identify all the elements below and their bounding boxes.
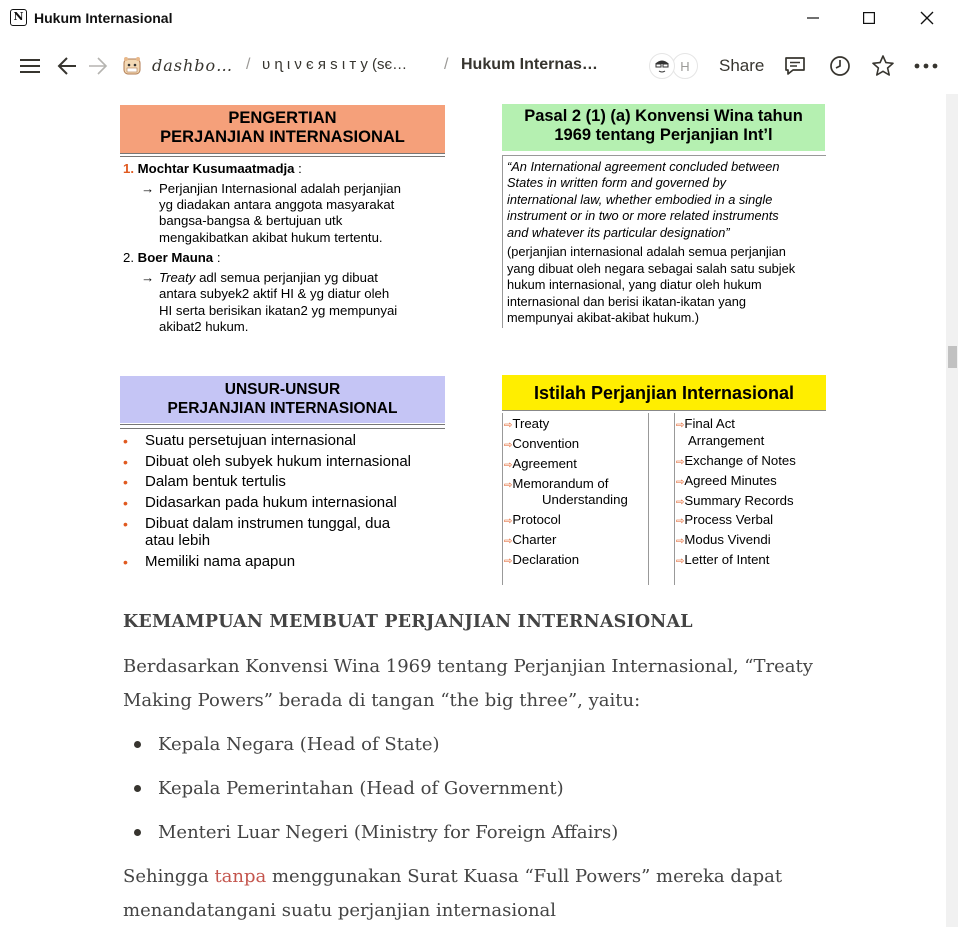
hamster-icon <box>121 55 143 77</box>
updates-button[interactable] <box>828 54 852 78</box>
slide-text: HI serta berisikan ikatan2 yg mempunyai <box>159 303 398 318</box>
slide-text: Dalam bentuk tertulis <box>145 473 286 490</box>
highlighted-text: tanpa <box>214 866 267 887</box>
breadcrumb-current-page[interactable]: Hukum Internas… <box>461 56 598 73</box>
slide-text: (perjanjian internasional adalah semua perjanjian <box>507 244 786 259</box>
slide-title: Istilah Perjanjian Internasional <box>502 375 826 411</box>
list-item: ⇨Memorandum of <box>504 476 609 491</box>
divider <box>674 413 675 585</box>
slide-text: internasional dan berisi ikatan-ikatan yang <box>507 294 747 309</box>
list-item: 1. Mochtar Kusumaatmadja : <box>123 161 302 176</box>
arrow-icon: → <box>141 270 155 285</box>
list-item: 2. Boer Mauna : <box>123 250 221 265</box>
list-item: Arrangement <box>688 433 765 448</box>
slide-text: akibat2 hukum. <box>159 319 249 334</box>
bullet-icon <box>134 829 141 836</box>
slide-text: atau lebih <box>145 532 211 549</box>
forward-button[interactable] <box>86 54 110 78</box>
more-horizontal-icon <box>914 63 938 69</box>
scrollbar-thumb[interactable] <box>948 346 957 368</box>
divider <box>502 413 503 585</box>
slide-text: bangsa-bangsa & bertujuan utk <box>159 213 343 228</box>
title-bar <box>0 0 958 36</box>
paragraph[interactable]: Sehingga tanpa menggunakan Surat Kuasa “Full Powers” mereka dapat menandatangani suatu perjanjian internasional <box>123 866 783 921</box>
scrollbar-track[interactable] <box>946 94 958 927</box>
list-item: ⇨Declaration <box>504 552 580 567</box>
slide-text: mengakibatkan akibat hukum tertentu. <box>159 230 383 245</box>
divider <box>648 413 649 585</box>
slide-quote: “An International agreement concluded between <box>507 159 780 174</box>
slide-quote: States in written form and governed by <box>507 175 727 190</box>
favorite-button[interactable] <box>871 54 895 78</box>
slide-text: mempunyai akibat-akibat hukum.) <box>507 310 700 325</box>
list-item: Understanding <box>542 492 628 507</box>
divider <box>120 156 445 157</box>
list-item: ⇨Agreement <box>504 456 577 471</box>
list-item: ⇨Convention <box>504 436 580 451</box>
clock-icon <box>829 55 851 77</box>
window-title: Hukum Internasional <box>34 10 173 26</box>
avatar-face-icon <box>652 56 672 76</box>
breadcrumb-separator: / <box>246 56 251 73</box>
slide-text: Treaty adl semua perjanjian yg dibuat <box>159 270 378 285</box>
slide-text: Dibuat oleh subyek hukum internasional <box>145 453 411 470</box>
bullet-icon: • <box>123 474 128 490</box>
list-item: ⇨Final Act <box>676 416 735 431</box>
sidebar-toggle-button[interactable] <box>18 54 42 78</box>
slide-text: Perjanjian Internasional adalah perjanjian <box>159 181 401 196</box>
arrow-right-icon <box>88 57 108 75</box>
star-icon <box>871 54 895 78</box>
section-heading[interactable]: KEMAMPUAN MEMBUAT PERJANJIAN INTERNASIONAL <box>123 612 693 632</box>
divider <box>120 428 445 429</box>
paragraph[interactable]: Berdasarkan Konvensi Wina 1969 tentang Perjanjian Internasional, “Treaty Making Powers” berada di tangan “the big three”, yaitu: <box>123 656 813 711</box>
maximize-button[interactable] <box>854 6 884 30</box>
list-item: ⇨Process Verbal <box>676 512 774 527</box>
list-item: ⇨Summary Records <box>676 493 794 508</box>
breadcrumb-separator: / <box>444 56 449 73</box>
slide-quote: and whatever its particular designation” <box>507 225 730 240</box>
slide-text: yang dibuat oleh negara sebagai salah satu subjek <box>507 261 796 276</box>
slide-quote: instrument or in two or more related instruments <box>507 208 779 223</box>
slide-text: hukum internasional, yang diatur oleh hukum <box>507 277 762 292</box>
close-button[interactable] <box>912 6 942 30</box>
list-item: ⇨Agreed Minutes <box>676 473 777 488</box>
slide-title: Pasal 2 (1) (a) Konvensi Wina tahun 1969 tentang Perjanjian Int’l <box>502 104 825 151</box>
page-emoji-icon <box>120 54 144 78</box>
list-item[interactable]: Kepala Pemerintahan (Head of Government) <box>158 778 564 799</box>
slide-quote: international law, whether embodied in a single <box>507 192 773 207</box>
bullet-icon: • <box>123 554 128 570</box>
user-avatar[interactable] <box>649 53 675 79</box>
list-item: ⇨Modus Vivendi <box>676 532 771 547</box>
slide-text: Dibuat dalam instrumen tunggal, dua <box>145 515 391 532</box>
list-item[interactable]: Kepala Negara (Head of State) <box>158 734 440 755</box>
bullet-icon: • <box>123 516 128 532</box>
slide-text: Suatu persetujuan internasional <box>145 432 356 449</box>
comment-icon <box>784 55 806 77</box>
list-item: ⇨Letter of Intent <box>676 552 770 567</box>
arrow-left-icon <box>57 57 77 75</box>
list-item: ⇨Protocol <box>504 512 561 527</box>
list-item: ⇨Treaty <box>504 416 550 431</box>
bullet-icon <box>134 785 141 792</box>
bullet-icon: • <box>123 495 128 511</box>
more-options-button[interactable] <box>914 54 938 78</box>
back-button[interactable] <box>55 54 79 78</box>
list-item[interactable]: Menteri Luar Negeri (Ministry for Foreign Affairs) <box>158 822 619 843</box>
list-item: ⇨Exchange of Notes <box>676 453 796 468</box>
arrow-icon: → <box>141 181 155 196</box>
top-bar <box>0 44 958 88</box>
minimize-icon <box>807 12 819 24</box>
list-item: ⇨Charter <box>504 532 557 547</box>
bullet-icon <box>134 741 141 748</box>
slide-text: Didasarkan pada hukum internasional <box>145 494 397 511</box>
slide-text: Memiliki nama apapun <box>145 553 296 570</box>
user-avatar-initial[interactable]: H <box>672 53 698 79</box>
comments-button[interactable] <box>783 54 807 78</box>
minimize-button[interactable] <box>798 6 828 30</box>
notion-logo-icon: N <box>10 9 27 26</box>
menu-icon <box>20 58 40 74</box>
share-button[interactable]: Share <box>719 56 765 75</box>
bullet-icon: • <box>123 454 128 470</box>
close-icon <box>920 11 934 25</box>
slide-title: UNSUR-UNSUR PERJANJIAN INTERNASIONAL <box>120 376 445 423</box>
breadcrumb-university[interactable]: ᴜ ɳ ι ν є я ѕ ι т у (ѕє… <box>262 56 408 73</box>
maximize-icon <box>863 12 875 24</box>
breadcrumb-dashboard[interactable]: dashbo… <box>152 56 234 75</box>
divider <box>120 424 445 425</box>
slide-text: antara subyek2 aktif HI & yg diatur oleh <box>159 286 390 301</box>
divider <box>120 153 445 154</box>
bullet-icon: • <box>123 433 128 449</box>
slide-text: yg diadakan antara anggota masyarakat <box>159 197 395 212</box>
slide-title: PENGERTIAN PERJANJIAN INTERNASIONAL <box>120 105 445 153</box>
